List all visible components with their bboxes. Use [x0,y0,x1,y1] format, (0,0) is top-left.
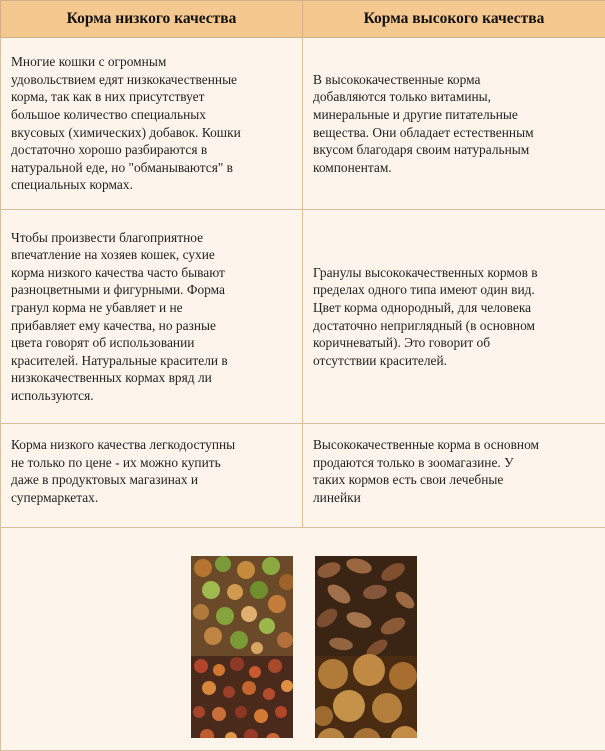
high-quality-food-photo [315,538,417,738]
low-quality-food-photo [191,538,293,738]
cell-high-taste: В высококачественные корма добавляются только витамины, минеральные и другие питательные вещества. Они обладает естественным вкусом благодаря своим натуральным компонентам. [303,38,605,210]
cell-low-taste: Многие кошки с огромным удовольствием едят низкокачественные корма, так как в них присутствует большое количество специальных вкусовых (химических) добавок. Кошки достаточно хорошо разбираются в натуральной еде, но "обманываются" в специальных кормах. [1,38,303,210]
cell-high-availability: Высококачественные корма в основном продаются только в зоомагазине. У таких кормов есть свои лечебные линейки [303,424,605,528]
header-low-quality: Корма низкого качества [1,1,303,38]
cell-high-appearance: Гранулы высококачественных кормов в пределах одного типа имеют один вид. Цвет корма однородный, для человека достаточно неприглядный (в основном коричневатый). Это говорит об отсутствии красителей. [303,210,605,424]
table-row [1,424,605,528]
photo-cell [1,528,605,751]
header-high-quality: Корма высокого качества [303,1,605,38]
brown-kibble-image [315,556,417,738]
photo-row [1,528,605,751]
cell-low-appearance: Чтобы произвести благоприятное впечатление на хозяев кошек, сухие корма низкого качества часто бывают разноцветными и фигурными. Форма гранул корма не убавляет и не прибавляет ему качества, но разные цвета говорят об использовании красителей. Натуральные красители в низкокачественных кормах вряд ли используются. [1,210,303,424]
table-row [1,38,605,210]
colorful-kibble-image [191,556,293,738]
header-row [1,1,605,38]
cell-low-availability: Корма низкого качества легкодоступны не только по цене - их можно купить даже в продуктовых магазинах и супермаркетах. [1,424,303,528]
table-row [1,210,605,424]
